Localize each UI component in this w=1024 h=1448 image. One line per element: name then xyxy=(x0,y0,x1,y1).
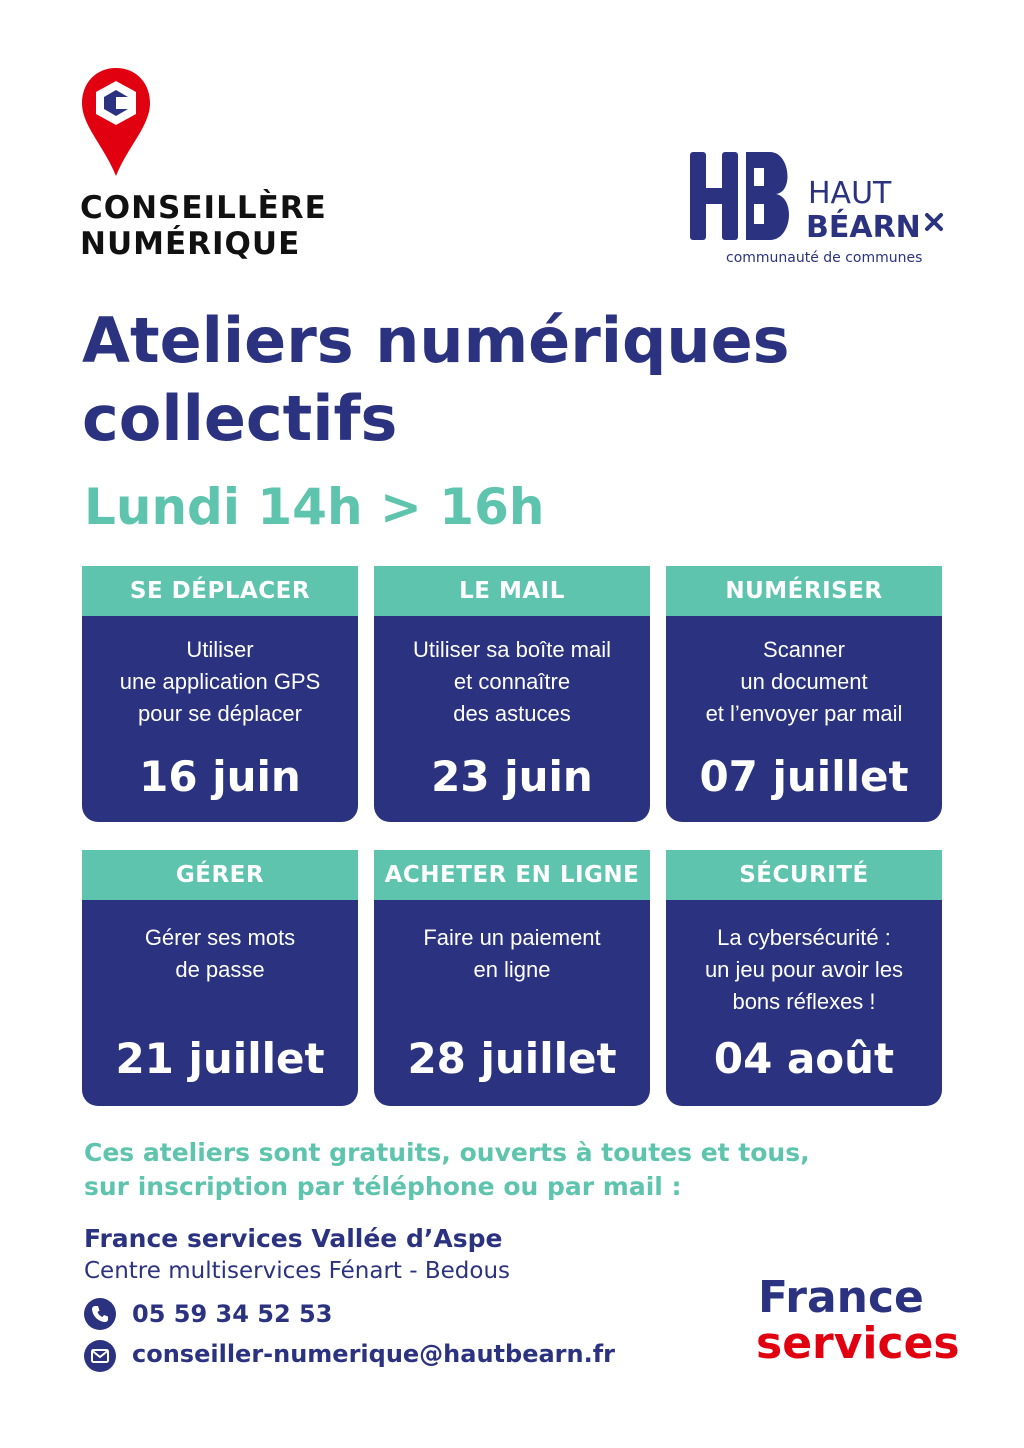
workshop-heading: ACHETER EN LIGNE xyxy=(374,850,650,900)
location-pin-logo-icon xyxy=(80,66,152,178)
workshop-card xyxy=(374,850,650,1106)
venue-name: France services Vallée d’Aspe xyxy=(84,1224,503,1253)
fs-word-services: services xyxy=(756,1318,960,1369)
logo-text-line1: CONSEILLÈRE xyxy=(80,190,327,226)
workshop-date: 04 août xyxy=(713,1034,895,1083)
workshop-heading: LE MAIL xyxy=(374,566,650,616)
hb-monogram-icon xyxy=(686,146,798,246)
france-services-logo xyxy=(756,1272,960,1386)
workshop-description xyxy=(374,634,650,730)
cross-mark-icon xyxy=(924,212,944,232)
workshop-heading: SE DÉPLACER xyxy=(82,566,358,616)
workshop-card xyxy=(82,850,358,1106)
workshop-desc-line: Gérer ses mots xyxy=(144,925,296,950)
page-title-line1: Ateliers numériques xyxy=(82,304,790,377)
hb-word-bearn: BÉARN xyxy=(806,210,921,245)
workshop-description xyxy=(666,922,942,1018)
info-text-line2: sur inscription par téléphone ou par mail : xyxy=(84,1172,682,1201)
venue-address: Centre multiservices Fénart - Bedous xyxy=(84,1258,511,1284)
workshop-desc-line: des astuces xyxy=(453,701,571,726)
workshop-card xyxy=(666,566,942,822)
workshop-desc-line: Scanner xyxy=(763,637,845,662)
workshop-desc-line: une application GPS xyxy=(119,669,321,694)
mail-icon xyxy=(84,1340,116,1372)
workshop-description xyxy=(82,922,358,986)
schedule-subtitle: Lundi 14h > 16h xyxy=(84,478,545,536)
workshop-heading: GÉRER xyxy=(82,850,358,900)
workshop-desc-line: Utiliser xyxy=(186,637,254,662)
email-address[interactable]: conseiller-numerique@hautbearn.fr xyxy=(132,1340,615,1368)
workshop-desc-line: pour se déplacer xyxy=(138,701,302,726)
workshop-desc-line: et connaître xyxy=(453,669,571,694)
workshop-card xyxy=(666,850,942,1106)
logo-text-line2: NUMÉRIQUE xyxy=(80,226,301,262)
workshop-card xyxy=(82,566,358,822)
hb-subtitle: communauté de communes xyxy=(726,250,923,266)
page-title-line2: collectifs xyxy=(82,382,398,455)
workshop-description xyxy=(374,922,650,986)
haut-bearn-logo xyxy=(686,146,956,276)
workshop-description xyxy=(82,634,358,730)
hb-word-haut: HAUT xyxy=(808,176,892,211)
workshop-date: 21 juillet xyxy=(115,1034,325,1083)
workshop-description xyxy=(666,634,942,730)
workshop-desc-line: un document xyxy=(740,669,868,694)
info-text-line1: Ces ateliers sont gratuits, ouverts à toutes et tous, xyxy=(84,1138,810,1167)
workshop-desc-line: Utiliser sa boîte mail xyxy=(412,637,612,662)
workshop-desc-line: La cybersécurité : xyxy=(717,925,891,950)
conseillere-numerique-logo xyxy=(80,66,340,266)
fs-word-france: France xyxy=(758,1272,924,1323)
workshop-heading: SÉCURITÉ xyxy=(666,850,942,900)
workshop-date: 23 juin xyxy=(431,752,593,801)
phone-number[interactable]: 05 59 34 52 53 xyxy=(132,1300,333,1328)
workshop-desc-line: en ligne xyxy=(473,957,551,982)
workshop-desc-line: Faire un paiement xyxy=(423,925,601,950)
workshop-desc-line: bons réflexes ! xyxy=(732,989,876,1014)
workshop-desc-line: un jeu pour avoir les xyxy=(704,957,904,982)
workshop-card xyxy=(374,566,650,822)
workshop-desc-line: et l’envoyer par mail xyxy=(705,701,903,726)
workshop-heading: NUMÉRISER xyxy=(666,566,942,616)
workshop-date: 16 juin xyxy=(139,752,301,801)
workshop-date: 07 juillet xyxy=(699,752,909,801)
workshop-date: 28 juillet xyxy=(407,1034,617,1083)
workshop-desc-line: de passe xyxy=(175,957,265,982)
phone-icon xyxy=(84,1298,116,1330)
